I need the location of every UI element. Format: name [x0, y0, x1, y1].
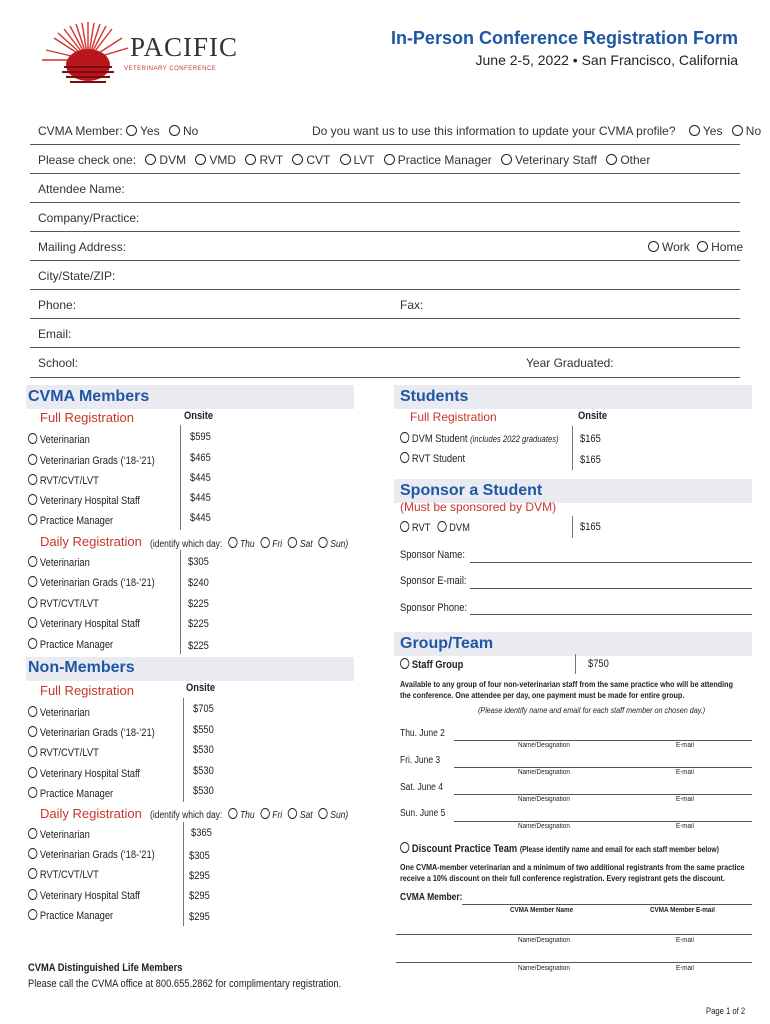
work-radio[interactable] — [648, 241, 659, 252]
item-label: Practice Manager — [39, 910, 114, 922]
option-radio[interactable] — [28, 767, 37, 778]
nonmember-daily-item — [28, 848, 155, 861]
thu-staff-field[interactable] — [454, 740, 752, 741]
staff-group-item — [400, 658, 463, 671]
team-member-field[interactable] — [396, 934, 752, 935]
item-label: Veterinarian Grads (‘18-’21) — [39, 455, 155, 467]
option-label: Veterinary Staff — [515, 153, 597, 167]
cvma-member-label: CVMA Member: — [38, 124, 123, 138]
option-radio[interactable] — [28, 597, 37, 608]
option-radio[interactable] — [28, 726, 37, 737]
divider — [30, 173, 740, 174]
thu-radio[interactable] — [228, 808, 237, 819]
staff-group-price: $750 — [588, 658, 609, 670]
cvt-radio[interactable] — [292, 154, 303, 165]
item-label: Veterinarian — [39, 434, 90, 446]
cvma-member-label: CVMA Member: — [400, 892, 463, 903]
divider — [30, 144, 740, 145]
cvma-full-item — [28, 514, 113, 527]
cvma-member-row — [38, 124, 198, 138]
form-title: In-Person Conference Registration Form — [390, 28, 738, 48]
fri-staff-field[interactable] — [454, 767, 752, 768]
sun-radio[interactable] — [318, 537, 327, 548]
logo-subtext: VETERINARY CONFERENCE — [124, 66, 217, 72]
sponsor-title: Sponsor a Student — [400, 482, 543, 499]
name-designation-caption: Name/Designation — [518, 796, 570, 803]
email-caption: E-mail — [676, 796, 694, 803]
nonmember-full-item — [28, 767, 140, 780]
option-label: DVM — [159, 153, 187, 167]
option-radio[interactable] — [28, 909, 37, 920]
item-price: $165 — [580, 454, 601, 466]
day-label: Sun) — [330, 539, 349, 550]
item-label: Veterinary Hospital Staff — [39, 890, 141, 902]
column-divider — [572, 426, 573, 470]
option-radio[interactable] — [28, 787, 37, 798]
sat-radio[interactable] — [288, 537, 297, 548]
sat-radio[interactable] — [288, 808, 297, 819]
option-label: Practice Manager — [397, 153, 492, 167]
option-radio[interactable] — [28, 746, 37, 757]
identify-day-row — [150, 808, 348, 821]
identify-label: (identify which day: — [150, 539, 223, 550]
option-label: VMD — [209, 153, 237, 167]
cvma-no-radio[interactable] — [169, 125, 180, 136]
full-registration-label: Full Registration — [40, 410, 134, 425]
cvma-daily-item — [28, 638, 113, 651]
option-label: CVT — [306, 153, 331, 167]
item-label: Veterinary Hospital Staff — [39, 618, 141, 630]
cvma-yes-radio[interactable] — [126, 125, 137, 136]
cvma-member-name-caption: CVMA Member Name — [510, 907, 574, 914]
item-price: $550 — [193, 724, 214, 736]
group-description-2: the conference. One attendee per day, one payment must be made for entire group. — [400, 691, 685, 700]
sun-radio[interactable] — [318, 808, 327, 819]
item-note: (Please identify name and email for each staff member below) — [519, 845, 719, 854]
item-label: Veterinarian Grads (‘18-’21) — [39, 577, 155, 589]
discount-description-2: receive a 10% discount on their full conference registration. Every registrant gets the discount. — [400, 874, 725, 883]
cvma-full-item — [28, 454, 155, 467]
rvt-radio[interactable] — [400, 521, 409, 532]
option-radio[interactable] — [28, 433, 37, 444]
option-radio[interactable] — [28, 454, 37, 465]
attendee-name-field[interactable] — [30, 202, 740, 203]
option-radio[interactable] — [28, 474, 37, 485]
identify-label: (identify which day: — [150, 810, 223, 821]
item-label: RVT/CVT/LVT — [39, 747, 99, 759]
day-label: Sat — [299, 810, 313, 821]
item-price: $295 — [189, 890, 210, 902]
item-label: RVT Student — [411, 453, 466, 465]
email-field[interactable] — [30, 347, 740, 348]
day-label: Fri. June 3 — [400, 755, 441, 766]
item-label: Discount Practice Team — [411, 843, 518, 855]
option-radio[interactable] — [28, 638, 37, 649]
check-one-row — [38, 153, 650, 167]
name-designation-caption: Name/Designation — [518, 937, 570, 944]
no-label: No — [182, 124, 199, 138]
day-label: Fri — [272, 539, 283, 550]
item-label: Veterinarian — [39, 557, 90, 569]
check-one-label: Please check one: — [38, 153, 137, 167]
option-label: RVT — [259, 153, 284, 167]
option-radio[interactable] — [28, 889, 37, 900]
cvma-daily-item — [28, 617, 140, 630]
life-members-title: CVMA Distinguished Life Members — [28, 962, 183, 974]
item-label: RVT/CVT/LVT — [39, 475, 99, 487]
item-price: $225 — [188, 618, 209, 630]
page-number: Page 1 of 2 — [706, 1006, 746, 1016]
yes-label: Yes — [702, 124, 723, 138]
rvt-label: RVT — [411, 522, 431, 534]
email-caption: E-mail — [676, 742, 694, 749]
school-field[interactable] — [30, 377, 740, 378]
address-type — [648, 240, 743, 254]
team-member-field[interactable] — [396, 962, 752, 963]
nonmember-daily-item — [28, 828, 90, 841]
cvma-full-item — [28, 433, 90, 446]
work-label: Work — [662, 240, 690, 254]
option-radio[interactable] — [28, 617, 37, 628]
nonmember-full-item — [28, 706, 90, 719]
sponsor-type-row — [400, 521, 470, 534]
item-label: Veterinarian — [39, 829, 90, 841]
attendee-name-label: Attendee Name: — [38, 182, 125, 196]
rvt-student-item — [400, 452, 465, 465]
column-divider — [180, 550, 181, 654]
mailing-label: Mailing Address: — [38, 240, 127, 254]
item-note: (includes 2022 graduates) — [470, 434, 559, 444]
day-label: Thu. June 2 — [400, 728, 445, 739]
item-price: $445 — [190, 492, 211, 504]
company-label: Company/Practice: — [38, 211, 140, 225]
logo-text: PACIFIC — [130, 32, 239, 62]
item-price: $445 — [190, 472, 211, 484]
item-price: $295 — [189, 870, 210, 882]
group-instructions: (Please identify name and email for each staff member on chosen day.) — [478, 706, 706, 715]
item-label: Staff Group — [411, 659, 464, 671]
rvt-radio[interactable] — [245, 154, 256, 165]
item-price: $465 — [190, 452, 211, 464]
onsite-header: Onsite — [578, 410, 608, 422]
name-designation-caption: Name/Designation — [518, 823, 570, 830]
nonmember-full-item — [28, 787, 113, 800]
item-price: $295 — [189, 911, 210, 923]
cvma-daily-item — [28, 576, 155, 589]
home-radio[interactable] — [697, 241, 708, 252]
email-caption: E-mail — [676, 965, 694, 972]
cvma-full-item — [28, 494, 140, 507]
option-label: Other — [620, 153, 651, 167]
item-price: $305 — [189, 850, 210, 862]
dvm-radio[interactable] — [145, 154, 156, 165]
day-label: Sun. June 5 — [400, 808, 446, 819]
option-radio[interactable] — [28, 706, 37, 717]
item-price: $240 — [188, 577, 209, 589]
non-members-title: Non-Members — [28, 659, 135, 676]
name-designation-caption: Name/Designation — [518, 742, 570, 749]
day-label: Thu — [239, 539, 255, 550]
city-field[interactable] — [30, 289, 740, 290]
vmd-radio[interactable] — [195, 154, 206, 165]
no-label: No — [745, 124, 762, 138]
discount-description-1: One CVMA-member veterinarian and a minimum of two additional registrants from the same practice — [400, 863, 745, 872]
item-label: Veterinary Hospital Staff — [39, 768, 141, 780]
update-no-radio[interactable] — [732, 125, 743, 136]
name-designation-caption: Name/Designation — [518, 965, 570, 972]
logo — [38, 20, 238, 102]
option-radio[interactable] — [400, 432, 409, 443]
day-label: Fri — [272, 810, 283, 821]
email-caption: E-mail — [676, 823, 694, 830]
other-radio[interactable] — [606, 154, 617, 165]
sponsor-email-field[interactable] — [470, 588, 752, 589]
sponsor-phone-label: Sponsor Phone: — [400, 602, 468, 614]
sponsor-email-label: Sponsor E-mail: — [400, 575, 467, 587]
email-caption: E-mail — [676, 937, 694, 944]
option-radio[interactable] — [28, 828, 37, 839]
column-divider — [183, 698, 184, 802]
item-price: $225 — [188, 640, 209, 652]
phone-fax-field[interactable] — [30, 318, 740, 319]
home-label: Home — [711, 240, 744, 254]
dvm-radio[interactable] — [437, 521, 446, 532]
fax-label: Fax: — [400, 298, 424, 312]
sponsor-phone-field[interactable] — [470, 614, 752, 615]
form-subtitle: June 2-5, 2022 • San Francisco, California — [475, 52, 738, 68]
column-divider — [575, 654, 576, 674]
school-label: School: — [38, 356, 79, 370]
year-graduated-label: Year Graduated: — [526, 356, 614, 370]
item-price: $705 — [193, 703, 214, 715]
item-price: $530 — [193, 785, 214, 797]
cvma-full-item — [28, 474, 99, 487]
nonmember-daily-item — [28, 868, 99, 881]
item-label: DVM Student — [411, 433, 468, 445]
email-label: Email: — [38, 327, 72, 341]
option-radio[interactable] — [28, 576, 37, 587]
dvm-student-item — [400, 432, 559, 445]
onsite-header: Onsite — [184, 410, 214, 422]
name-designation-caption: Name/Designation — [518, 769, 570, 776]
city-label: City/State/ZIP: — [38, 269, 116, 283]
identify-day-row — [150, 537, 348, 550]
day-label: Thu — [239, 810, 255, 821]
option-radio[interactable] — [400, 452, 409, 463]
item-price: $165 — [580, 433, 601, 445]
discount-team-item — [400, 842, 719, 855]
full-registration-label: Full Registration — [410, 410, 497, 424]
item-price: $365 — [191, 827, 212, 839]
dvm-label: DVM — [449, 522, 470, 534]
fri-radio[interactable] — [260, 808, 269, 819]
sat-staff-field[interactable] — [454, 794, 752, 795]
lvt-radio[interactable] — [340, 154, 351, 165]
item-label: Veterinarian Grads (‘18-’21) — [39, 727, 155, 739]
sun-staff-field[interactable] — [454, 821, 752, 822]
nonmember-daily-item — [28, 909, 113, 922]
cvma-member-email-caption: CVMA Member E-mail — [650, 907, 715, 914]
item-price: $445 — [190, 512, 211, 524]
item-label: Practice Manager — [39, 639, 114, 651]
day-label: Sat — [299, 539, 313, 550]
staff-group-radio[interactable] — [400, 658, 409, 669]
option-radio[interactable] — [28, 494, 37, 505]
practice-manager-radio[interactable] — [384, 154, 395, 165]
option-label: LVT — [353, 153, 375, 167]
update-profile-row — [312, 124, 761, 138]
daily-registration-label: Daily Registration — [40, 806, 142, 821]
item-label: RVT/CVT/LVT — [39, 869, 99, 881]
sponsor-name-label: Sponsor Name: — [400, 549, 465, 561]
column-divider — [180, 425, 181, 530]
item-price: $225 — [188, 598, 209, 610]
onsite-header: Onsite — [186, 682, 216, 694]
option-radio[interactable] — [28, 514, 37, 525]
item-label: Veterinary Hospital Staff — [39, 495, 141, 507]
column-divider — [572, 516, 573, 538]
cvma-daily-item — [28, 556, 90, 569]
option-radio[interactable] — [28, 848, 37, 859]
fri-radio[interactable] — [260, 537, 269, 548]
nonmember-daily-item — [28, 889, 140, 902]
sponsor-note: (Must be sponsored by DVM) — [400, 500, 557, 514]
discount-team-radio[interactable] — [400, 842, 409, 853]
phone-label: Phone: — [38, 298, 77, 312]
veterinary-staff-radio[interactable] — [501, 154, 512, 165]
thu-radio[interactable] — [228, 537, 237, 548]
update-yes-radio[interactable] — [689, 125, 700, 136]
day-label: Sun) — [330, 810, 349, 821]
mailing-field[interactable] — [30, 260, 740, 261]
life-members-description: Please call the CVMA office at 800.655.2862 for complimentary registration. — [28, 978, 342, 990]
sponsor-price: $165 — [580, 521, 601, 533]
item-label: RVT/CVT/LVT — [39, 598, 99, 610]
column-divider — [183, 822, 184, 926]
nonmember-full-item — [28, 726, 155, 739]
yes-label: Yes — [140, 124, 160, 138]
cvma-member-field[interactable] — [462, 904, 752, 905]
update-profile-question: Do you want us to use this information to update your CVMA profile? — [312, 124, 676, 138]
day-label: Sat. June 4 — [400, 782, 444, 793]
email-caption: E-mail — [676, 769, 694, 776]
nonmember-full-item — [28, 746, 99, 759]
item-label: Practice Manager — [39, 788, 114, 800]
item-label: Practice Manager — [39, 515, 114, 527]
group-team-title: Group/Team — [400, 635, 494, 652]
item-label: Veterinarian — [39, 707, 90, 719]
cvma-daily-item — [28, 597, 99, 610]
item-price: $530 — [193, 744, 214, 756]
item-price: $595 — [190, 431, 211, 443]
company-field[interactable] — [30, 231, 740, 232]
students-title: Students — [400, 388, 469, 405]
full-registration-label: Full Registration — [40, 683, 134, 698]
sponsor-name-field[interactable] — [470, 562, 752, 563]
option-radio[interactable] — [28, 868, 37, 879]
cvma-members-title: CVMA Members — [28, 388, 150, 405]
item-price: $530 — [193, 765, 214, 777]
option-radio[interactable] — [28, 556, 37, 567]
item-price: $305 — [188, 556, 209, 568]
group-description-1: Available to any group of four non-veterinarian staff from the same practice who will be attending — [400, 680, 733, 689]
daily-registration-label: Daily Registration — [40, 534, 142, 549]
item-label: Veterinarian Grads (‘18-’21) — [39, 849, 155, 861]
